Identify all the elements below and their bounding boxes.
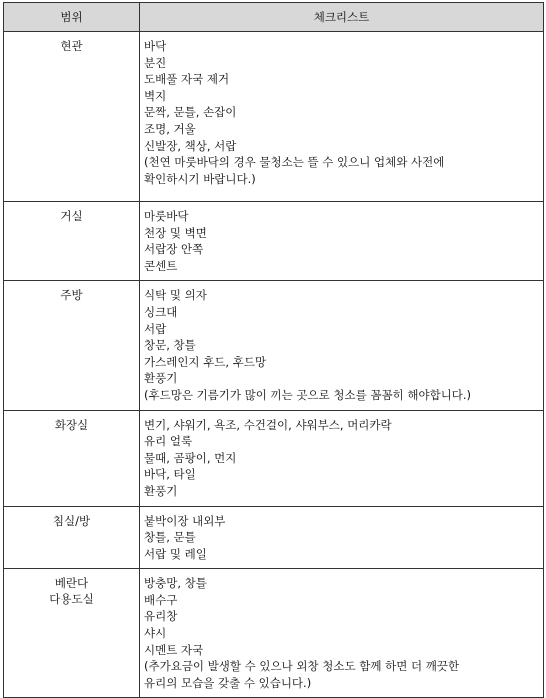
- checklist-item: 문짝, 문틀, 손잡이: [144, 105, 237, 120]
- checklist-cell: [140, 506, 544, 569]
- category-cell: [4, 202, 140, 281]
- checklist-item: 가스레인지 후드, 후드망: [144, 354, 267, 369]
- category-label: 다용도실: [49, 592, 94, 607]
- category-label: 베란다: [54, 576, 89, 591]
- category-cell: [4, 32, 140, 202]
- table-row: [4, 569, 544, 698]
- checklist-cell: [140, 569, 544, 698]
- checklist-cell: [140, 281, 544, 410]
- checklist-item: 서랍: [144, 321, 167, 336]
- category-cell: [4, 410, 140, 506]
- category-label: 현관: [60, 39, 83, 53]
- checklist-item: 서랍장 안쪽: [144, 242, 204, 257]
- cleaning-checklist-table: [3, 2, 544, 698]
- checklist-item: 배수구: [144, 592, 178, 607]
- checklist-cell: [140, 202, 544, 281]
- checklist-item: 분진: [144, 55, 167, 70]
- checklist-item: 식탁 및 의자: [144, 288, 207, 303]
- header-row: [4, 3, 544, 32]
- checklist-item: 신발장, 책상, 서랍: [144, 138, 237, 153]
- checklist-item: 샤시: [144, 626, 167, 641]
- checklist-item: 창문, 창틀: [144, 338, 196, 353]
- checklist-item: 유리창: [144, 609, 178, 624]
- table-row: [4, 410, 544, 506]
- checklist-note: (추가요금이 발생할 수 있으나 외창 청소도 함께 하면 더 깨끗한: [144, 659, 460, 674]
- category-cell: [4, 506, 140, 569]
- table-row: [4, 506, 544, 569]
- checklist-item: 물때, 곰팡이, 먼지: [144, 450, 237, 465]
- checklist-item: 환풍기: [144, 483, 178, 498]
- header-category: 범위: [4, 3, 140, 32]
- checklist-item: 조명, 거울: [144, 121, 196, 136]
- checklist-note: (후드망은 기름기가 많이 끼는 곳으로 청소를 꼼꼼히 해야합니다.): [144, 387, 472, 402]
- checklist-item: 싱크대: [144, 304, 178, 319]
- checklist-item: 바닥, 타일: [144, 467, 196, 482]
- checklist-item: 붙박이장 내외부: [144, 513, 226, 528]
- category-cell: [4, 281, 140, 410]
- category-label: 거실: [60, 209, 83, 223]
- checklist-item: 도배풀 자국 제거: [144, 72, 230, 87]
- checklist-note: (천연 마룻바닥의 경우 물청소는 뜰 수 있으니 업체와 사전에: [144, 155, 445, 170]
- category-label: 침실/방: [52, 513, 91, 528]
- checklist-item: 변기, 샤워기, 욕조, 수건걸이, 샤워부스, 머리카락: [144, 417, 392, 432]
- table-row: [4, 32, 544, 202]
- checklist-item: 유리 얼룩: [144, 434, 193, 449]
- checklist-item: 바닥: [144, 39, 167, 53]
- checklist-item: 창틀, 문틀: [144, 530, 196, 545]
- checklist-item: 시멘트 자국: [144, 642, 204, 657]
- table-row: [4, 202, 544, 281]
- checklist-item: 방충망, 창틀: [144, 576, 207, 591]
- checklist-item: 콘센트: [144, 258, 178, 273]
- header-checklist: 체크리스트: [140, 3, 544, 32]
- checklist-cell: [140, 32, 544, 202]
- category-cell: [4, 569, 140, 698]
- checklist-cell: [140, 410, 544, 506]
- checklist-item: 천장 및 벽면: [144, 225, 207, 240]
- category-label: 주방: [60, 288, 83, 303]
- checklist-note: 유리의 모습을 갖출 수 있습니다.): [144, 675, 312, 690]
- checklist-note: 확인하시기 바랍니다.): [144, 171, 256, 186]
- category-label: 화장실: [54, 417, 89, 432]
- checklist-item: 벽지: [144, 88, 167, 103]
- checklist-item: 서랍 및 레일: [144, 546, 207, 561]
- checklist-item: 환풍기: [144, 371, 178, 386]
- table-row: [4, 281, 544, 410]
- checklist-item: 마룻바닥: [144, 209, 189, 223]
